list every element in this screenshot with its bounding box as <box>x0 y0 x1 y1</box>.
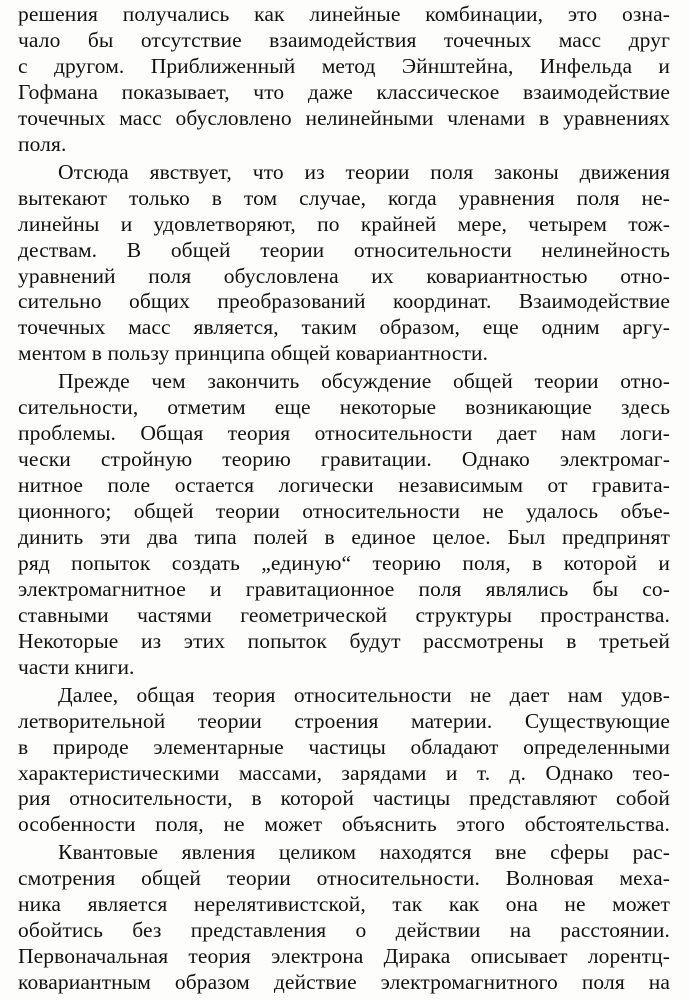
text-line: особенности поля, не может объяснить этого обстоятельства. <box>18 812 670 837</box>
text-line: рия относительности, в которой частицы представляют собой <box>18 786 670 811</box>
text-line: ставными частями геометрической структуры пространства. <box>18 602 670 627</box>
text-line: ковариантным образом действие электромагнитного поля на <box>18 970 670 995</box>
text-line: точечных масс является, таким образом, еще одним аргу- <box>18 315 670 340</box>
text-line: решения получались как линейные комбинации, это озна- <box>18 2 670 26</box>
text-line: точечных масс обусловлено нелинейными членами в уравнениях <box>18 105 670 130</box>
text-line: Некоторые из этих попыток будут рассмотрены в третьей <box>18 628 670 653</box>
text-line: дествам. В общей теории относительности нелинейность <box>18 237 670 262</box>
text-line: Прежде чем закончить обсуждение общей теории отно- <box>58 369 670 394</box>
text-line: Отсюда явствует, что из теории поля законы движения <box>58 159 670 184</box>
text-line: чало бы отсутствие взаимодействия точечных масс друг <box>18 27 670 52</box>
text-line: ционного; общей теории относительности не удалось объе- <box>18 499 670 523</box>
text-line: летворительной теории строения материи. Существующие <box>18 708 670 733</box>
text-line: Первоначальная теория электрона Дирака описывает лорентц- <box>18 944 670 969</box>
text-line: Квантовые явления целиком находятся вне сферы рас- <box>58 840 670 865</box>
text-line: характеристическими массами, зарядами и т. д. Однако тео- <box>18 760 670 785</box>
text-line: части книги. <box>18 654 135 679</box>
text-line: ника является нерелятивистской, так как она не может <box>18 892 670 917</box>
text-line: уравнений поля обусловлена их ковариантностью отно- <box>18 263 670 288</box>
text-line: линейны и удовлетворяют, по крайней мере, четырем тож- <box>18 211 670 236</box>
text-line: сительно общих преобразований координат. Взаимодействие <box>18 289 670 314</box>
text-line: чески стройную теорию гравитации. Однако электромаг- <box>18 447 670 472</box>
text-line: ментом в пользу принципа общей ковариантности. <box>18 341 489 366</box>
text-line: в природе элементарные частицы обладают определенными <box>18 734 670 759</box>
text-line: проблемы. Общая теория относительности дает нам логи- <box>18 421 670 446</box>
text-line: нитное поле остается логически независимым от гравита- <box>18 473 670 498</box>
text-line: Далее, общая теория относительности не дает нам удов- <box>58 682 670 707</box>
text-line: Гофмана показывает, что даже классическое взаимодействие <box>18 79 670 104</box>
text-line: динить эти два типа полей в единое целое. Был предпринят <box>18 524 670 549</box>
text-line: вытекают только в том случае, когда уравнения поля не- <box>18 185 670 210</box>
text-line: электромагнитное и гравитационное поля являлись бы со- <box>18 576 670 601</box>
text-line: поля. <box>18 131 67 156</box>
text-line: ряд попыток создать „единую“ теорию поля, в которой и <box>18 550 670 575</box>
text-line: обойтись без представления о действии на расстоянии. <box>18 918 670 943</box>
text-line: с другом. Приближенный метод Эйнштейна, Инфельда и <box>18 53 670 78</box>
text-line: сительности, отметим еще некоторые возникающие здесь <box>18 395 670 420</box>
text-line: смотрения общей теории относительности. Волновая меха- <box>18 866 670 891</box>
